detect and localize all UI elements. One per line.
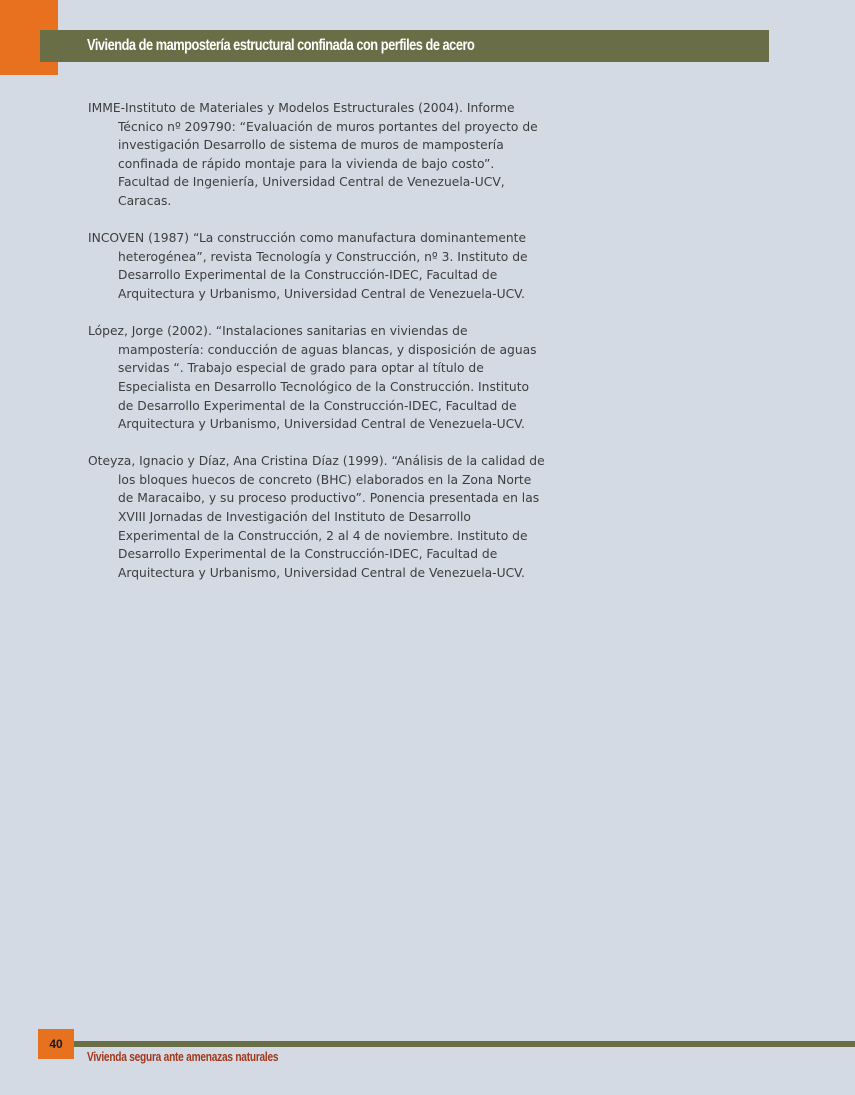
footer-rule [72, 1041, 855, 1047]
running-footer-title: Vivienda segura ante amenazas naturales [87, 1049, 279, 1064]
reference-entry: López, Jorge (2002). “Instalaciones sanitarias en viviendas de mampostería: conducción de aguas blancas, y disposición de aguas servidas “. Trabajo especial de grado para optar al título de Especialista en Desarrollo Tecnológico de la Construcción. Instituto de Desarrollo Experimental de la Construcción-IDEC, Facultad de Arquitectura y Urbanismo, Universidad Central de Venezuela-UCV. [88, 324, 537, 432]
reference-entry: IMME-Instituto de Materiales y Modelos Estructurales (2004). Informe Técnico nº 209790: “Evaluación de muros portantes del proyecto de investigación Desarrollo de sistema de muros de mampostería confinada de rápido montaje para la vivienda de bajo costo”. Facultad de Ingeniería, Universidad Central de Venezuela-UCV, Caracas. [88, 101, 538, 208]
page-number: 40 [38, 1029, 74, 1059]
reference-entry: INCOVEN (1987) “La construcción como manufactura dominantemente heterogénea”, revista Tecnología y Construcción, nº 3. Instituto de Desarrollo Experimental de la Construcción-IDEC, Facultad de Arquitectura y Urbanismo, Universidad Central de Venezuela-UCV. [88, 231, 528, 301]
reference-entry: Oteyza, Ignacio y Díaz, Ana Cristina Díaz (1999). “Análisis de la calidad de los bloques huecos de concreto (BHC) elaborados en la Zona Norte de Maracaibo, y su proceso productivo”. Ponencia presentada en las XVIII Jornadas de Investigación del Instituto de Desarrollo Experimental de la Construcción, 2 al 4 de noviembre. Instituto de Desarrollo Experimental de la Construcción-IDEC, Facultad de Arquitectura y Urbanismo, Universidad Central de Venezuela-UCV. [88, 454, 545, 580]
running-header-title: Vivienda de mampostería estructural confinada con perfiles de acero [87, 37, 475, 54]
references-list [88, 99, 548, 582]
